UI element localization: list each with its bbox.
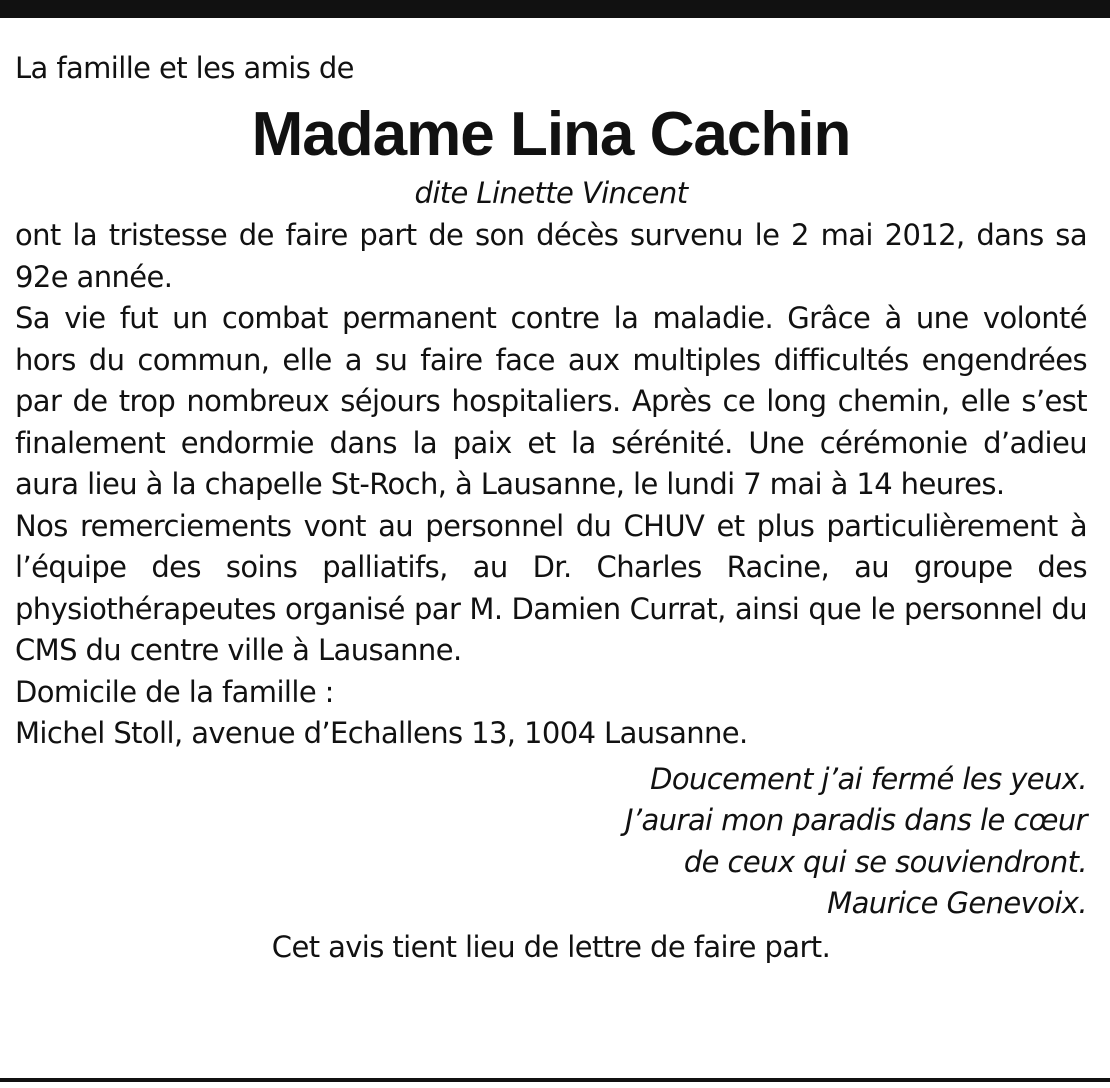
poem-line: de ceux qui se souviendront. xyxy=(683,844,1087,879)
top-border xyxy=(0,0,1110,18)
intro-line: La famille et les amis de xyxy=(15,51,354,85)
poem-line: Doucement j’ai fermé les yeux. xyxy=(650,761,1087,796)
obituary-notice xyxy=(15,48,1087,968)
poem-line: J’aurai mon paradis dans le cœur xyxy=(624,803,1087,837)
deceased-name: Madame Lina Cachin xyxy=(251,100,851,169)
domicile-label: Domicile de la famille : xyxy=(15,674,334,709)
poem-author: Maurice Genevoix. xyxy=(827,886,1087,920)
closing-line: Cet avis tient lieu de lettre de faire part. xyxy=(271,929,831,964)
domicile-address: Michel Stoll, avenue d’Echallens 13, 1004 Lausanne. xyxy=(15,716,748,750)
paragraph-thanks: Nos remerciements vont au personnel du CHUV et plus particulièrement à l’équipe des soins palliatifs, au Dr. Charles Racine, au groupe des physiothérapeutes organisé par M. Damien Currat, ainsi que le personnel du CMS du centre ville à Lausanne. xyxy=(15,508,1087,667)
paragraph-life-ceremony: Sa vie fut un combat permanent contre la maladie. Grâce à une volonté hors du commun, elle a su faire face aux multiples difficultés engendrées par de trop nombreux séjours hospitaliers. Après ce long chemin, elle s’est finalement endormie dans la paix et la sérénité. Une cérémonie d’adieu aura lieu à la chapelle St-Roch, à Lausanne, le lundi 7 mai à 14 heures. xyxy=(15,301,1087,501)
poem-quote xyxy=(15,759,1087,925)
paragraph-death-announcement: ont la tristesse de faire part de son décès survenu le 2 mai 2012, dans sa 92e année. xyxy=(15,218,1087,294)
bottom-border xyxy=(0,1078,1110,1082)
alias-line: dite Linette Vincent xyxy=(414,176,688,210)
